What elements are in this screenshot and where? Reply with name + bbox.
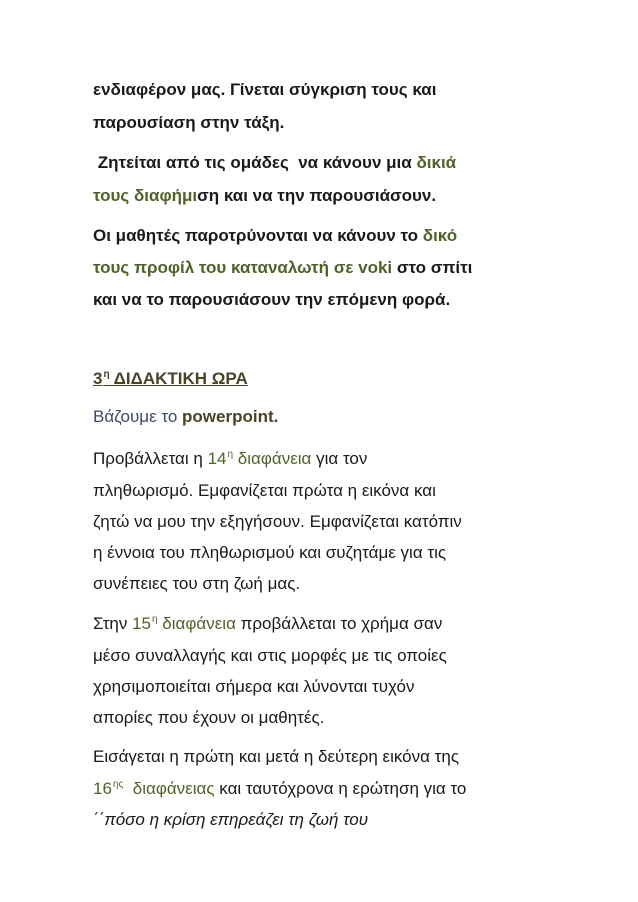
superscript: ης xyxy=(112,779,124,790)
text-line xyxy=(93,405,278,429)
text-run: και ταυτόχρονα η ερώτηση για το xyxy=(214,779,467,798)
text-line: μέσο συναλλαγής και στις μορφές με τις οποίες xyxy=(93,646,447,665)
text-line: ζητώ να μου την εξηγήσουν. Εμφανίζεται κατόπιν xyxy=(93,512,462,531)
text-run: Προβάλλεται η xyxy=(93,449,208,468)
slide-number: 15 xyxy=(132,614,152,633)
highlighted-text: τους προφίλ του καταναλωτή σε voki xyxy=(93,258,393,277)
superscript: η xyxy=(103,369,110,380)
highlighted-text: δικιά xyxy=(416,153,457,172)
text-line: και να το παρουσιάσουν την επόμενη φορά. xyxy=(93,290,451,309)
highlighted-text: δικό xyxy=(422,226,458,245)
heading-text: ΔΙΔΑΚΤΙΚΗ ΩΡΑ xyxy=(109,369,248,388)
text-run: ση και να την παρουσιάσουν. xyxy=(197,186,437,205)
text-line: απορίες που έχουν οι μαθητές. xyxy=(93,708,325,727)
superscript: η xyxy=(152,614,158,625)
highlighted-text: τους διαφήμι xyxy=(93,186,198,205)
text-line xyxy=(93,184,436,208)
text-run: για τον xyxy=(311,449,368,468)
text-line: ΄΄πόσο η κρίση επηρεάζει τη ζωή του xyxy=(93,810,369,829)
text-run: Ζητείται από τις ομάδες να κάνουν μια xyxy=(93,153,417,172)
text-line xyxy=(93,224,457,248)
text-line: Εισάγεται η πρώτη και μετά η δεύτερη εικόνα της xyxy=(93,747,460,766)
slide-number: 16 xyxy=(93,779,112,798)
text-run: στο σπίτι xyxy=(392,258,473,277)
text-line xyxy=(93,151,456,175)
text-run: προβάλλεται το χρήμα σαν xyxy=(235,614,443,633)
text-line: πληθωρισμό. Εμφανίζεται πρώτα η εικόνα και xyxy=(93,481,436,500)
text-run: Στην xyxy=(93,614,133,633)
text-line xyxy=(93,256,472,280)
heading-number: 3 xyxy=(93,369,103,388)
text-line: η έννοια του πληθωρισμού και συζητάμε για τις xyxy=(93,543,447,562)
bold-text: powerpoint. xyxy=(182,407,279,426)
text-line: συνέπειες του στη ζωή μας. xyxy=(93,574,301,593)
highlighted-text: διαφάνεια xyxy=(233,449,312,468)
text-line xyxy=(93,612,442,639)
text-line: ενδιαφέρον μας. Γίνεται σύγκριση τους και xyxy=(93,80,437,99)
section-heading xyxy=(93,367,248,394)
text-line: χρησιμοποιείται σήμερα και λύνονται τυχόν xyxy=(93,677,415,696)
slide-number: 14 xyxy=(207,449,227,468)
highlighted-text: διαφάνεια xyxy=(157,614,236,633)
text-line xyxy=(93,447,367,474)
superscript: η xyxy=(227,449,234,460)
text-run: Οι μαθητές παροτρύνονται να κάνουν το xyxy=(93,226,423,245)
text-line: παρουσίαση στην τάξη. xyxy=(93,113,285,132)
text-line xyxy=(93,777,466,804)
highlighted-text: διαφάνειας xyxy=(123,779,215,798)
text-run: Βάζουμε το xyxy=(93,407,183,426)
